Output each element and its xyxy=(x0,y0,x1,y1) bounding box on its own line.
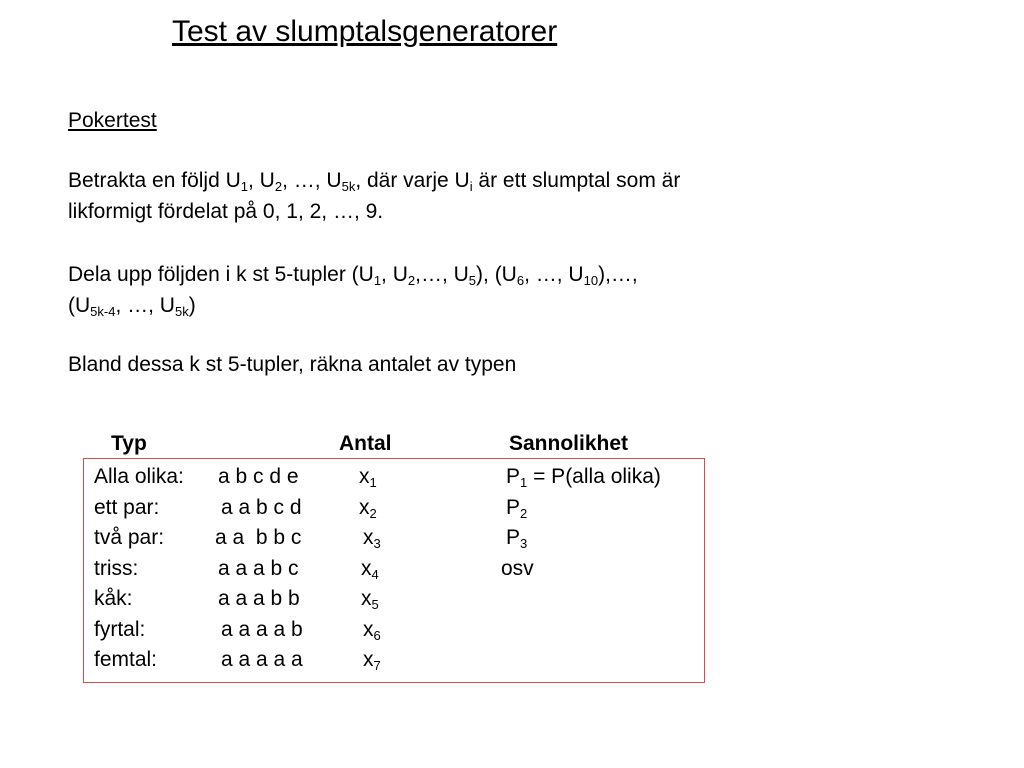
row-pattern: a a b b c xyxy=(215,526,302,549)
row-type-name: femtal: xyxy=(94,648,158,671)
paragraph-1-line-1: Betrakta en följd $U_1$, $U_2$, …, $U_{5k}$, där varje $U_i$ är ett slumptal som är xyxy=(68,169,681,194)
row-count: $x_5$ xyxy=(361,587,379,612)
row-probability: $P_2$ xyxy=(506,495,528,521)
poker-types-table xyxy=(83,458,705,683)
row-probability: osv xyxy=(501,556,534,580)
row-type-name: triss: xyxy=(94,556,139,580)
paragraph-1-line-2: likformigt fördelat på 0, 1, 2, …, 9. xyxy=(68,200,384,223)
row-pattern: a a b c d xyxy=(221,495,302,519)
column-header-sannolikhet: Sannolikhet xyxy=(509,432,629,455)
row-count: $x_7$ xyxy=(363,648,381,673)
row-count: $x_2$ xyxy=(359,495,377,521)
page-title: Test av slumptalsgeneratorer xyxy=(172,15,558,48)
row-count: $x_6$ xyxy=(363,617,381,643)
row-type-name: Alla olika: xyxy=(94,465,184,488)
row-pattern: a a a a a xyxy=(221,648,303,671)
paragraph-3: Bland dessa k st 5-tupler, räkna antalet av typen xyxy=(68,353,517,376)
row-probability: $P_3$ xyxy=(506,526,528,551)
column-header-typ: Typ xyxy=(111,432,147,455)
row-type-name: ett par: xyxy=(94,495,160,519)
row-count: $x_1$ xyxy=(359,465,377,490)
row-count: $x_3$ xyxy=(363,526,381,551)
row-type-name: fyrtal: xyxy=(94,617,146,641)
row-type-name: två par: xyxy=(94,526,165,549)
row-pattern: a b c d e xyxy=(218,465,299,488)
section-heading: Pokertest xyxy=(68,109,157,132)
row-type-name: kåk: xyxy=(94,587,133,610)
row-probability: $P_1$ = P(alla olika) xyxy=(506,465,661,490)
paragraph-2-line-2: ($U_{5k-4}$, …, $U_{5k}$) xyxy=(68,294,196,319)
column-header-antal: Antal xyxy=(339,432,392,455)
row-pattern: a a a b c xyxy=(218,556,299,580)
row-pattern: a a a b b xyxy=(218,587,300,610)
row-pattern: a a a a b xyxy=(221,617,303,641)
row-count: $x_4$ xyxy=(361,556,379,582)
paragraph-2-line-1: Dela upp följden i k st 5-tupler ($U_1$, $U_2,\dots$, $U_5$), ($U_6$, …, $U_{10}),\dots$, xyxy=(68,263,638,288)
